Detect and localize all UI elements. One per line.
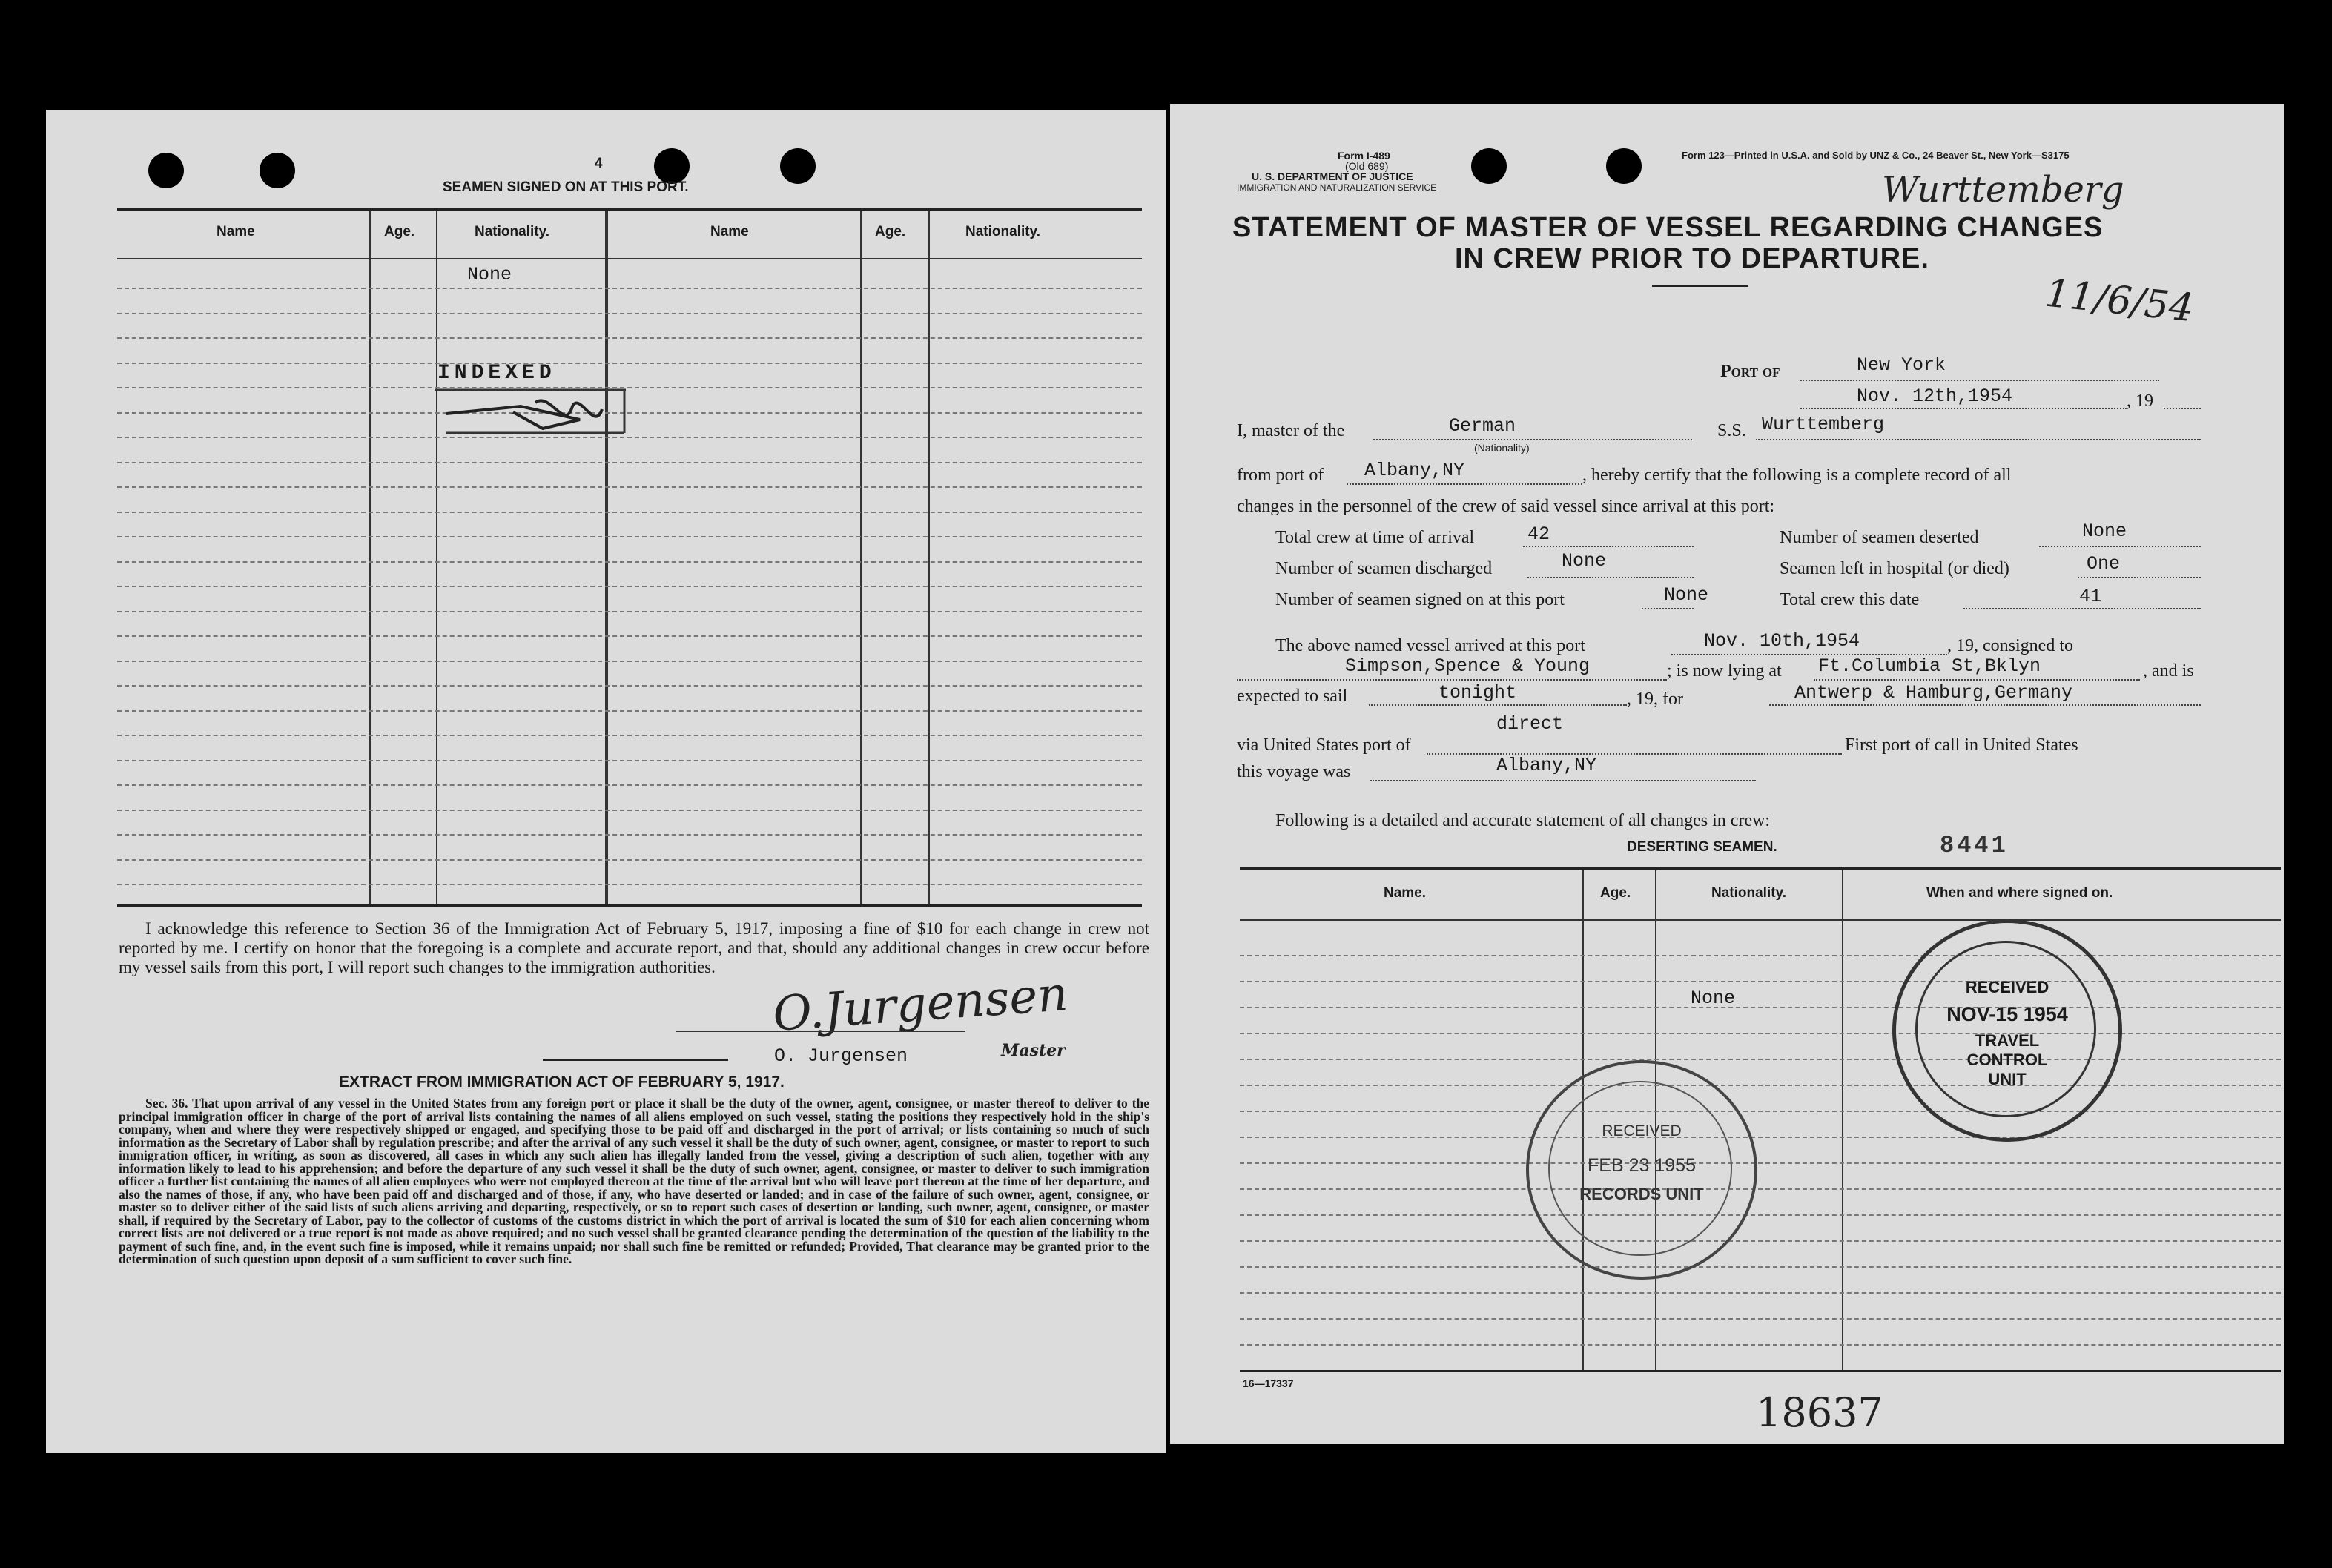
- table-row-rule: [117, 462, 1142, 463]
- table-row-rule: [117, 710, 1142, 712]
- table-row-rule: [117, 512, 1142, 513]
- column-header-nationality: Nationality.: [965, 224, 1040, 239]
- table-row-rule: [1240, 1162, 2281, 1164]
- table-row-rule: [1240, 1266, 2281, 1268]
- for-value: Antwerp & Hamburg,Germany: [1794, 682, 2073, 704]
- file-number: 18637: [1756, 1389, 1883, 1436]
- ship-name: Wurttemberg: [1762, 414, 1885, 435]
- signature-line: [676, 1031, 965, 1032]
- signed-on-line: [1642, 608, 1694, 609]
- total-arrival-label: Total crew at time of arrival: [1275, 528, 1475, 547]
- total-arrival-value: 42: [1527, 523, 1550, 545]
- nationality-value: German: [1449, 415, 1516, 437]
- ship-line: [1756, 439, 2201, 440]
- via-label: via United States port of: [1237, 735, 1411, 755]
- table-row-rule: [117, 661, 1142, 662]
- changes-text: changes in the personnel of the crew of said vessel since arrival at this port:: [1237, 497, 1775, 516]
- extract-text: Sec. 36. That upon arrival of any vessel in the United States from any foreign port or place it shall be the duty of the owner, agent, consignee, or master thereof to deliver to the principal immigration officer in charge of the port of arrival lists containing the names of all aliens employed on such vessel, stating the positions they respectively hold in the ship's company, when and where they were respectively shipped or engaged, and specifying those to be paid off and discharged in the port of arrival; or lists containing so much of such information as the Secretary of Labor shall by regulation prescribe; and after the arrival of any such vessel it shall be the duty of such owner, agent, consignee, or master to report to such immigration officer, in writing, as soon as discovered, all cases in which any such alien has illegally landed from the vessel, giving a description of such alien, together with any information likely to lead to his apprehension; and before the departure of any such vessel it shall be the duty of such owner, agent, consignee, or master to deliver to such immigration officer a further list containing the names of all alien employees who were not employed thereon at the time of the arrival but who will leave port thereon at the time of her departure, and also the names of those, if any, who have been paid off and discharged and of those, if any, who have deserted or landed; and in case of the failure of such owner, agent, consignee, or master so to deliver either of the said lists of such aliens arriving and departing, respectively, or so to report such cases of desertion or landing, such owner, agent, consignee, or master shall, if required by the Secretary of Labor, pay to the collector of customs of the customs district in which the port of arrival is located the sum of $10 for each alien concerning whom correct lists are not delivered or a true report is not made as above required; and no such vessel shall be granted clearance pending the determination of the question of the liability to the payment of such fine, and, in the event such fine is imposed, while it remains unpaid; nor shall such fine be remitted or refunded; Provided, That clearance may be granted prior to the determination of such question upon deposit of a sum sufficient to cover such fine.: [119, 1096, 1149, 1266]
- form-number: Form I-489: [1338, 150, 1390, 162]
- service-name: IMMIGRATION AND NATURALIZATION SERVICE: [1237, 182, 1437, 193]
- consignee-value: Simpson,Spence & Young: [1345, 655, 1591, 677]
- signed-on-label: Number of seamen signed on at this port: [1275, 590, 1565, 609]
- table-row-rule: [117, 810, 1142, 811]
- column-header-name: Name: [217, 224, 255, 239]
- total-arrival-line: [1523, 546, 1694, 547]
- table-row-rule: [1240, 1240, 2281, 1242]
- table-entry: None: [467, 264, 512, 285]
- column-divider: [928, 211, 930, 904]
- table-top-rule: [1240, 867, 2281, 870]
- column-header-when-where: When and where signed on.: [1926, 885, 2113, 901]
- table-row-rule: [1240, 955, 2281, 956]
- hospital-value: One: [2087, 553, 2121, 575]
- punch-hole: [148, 153, 184, 188]
- from-port-value: Albany,NY: [1364, 460, 1465, 481]
- rule: [543, 1059, 728, 1061]
- indexed-scribble-icon: [432, 362, 629, 442]
- form-title-line2: IN CREW PRIOR TO DEPARTURE.: [1455, 243, 1929, 274]
- voyage-value: Albany,NY: [1496, 755, 1597, 776]
- table-row-rule: [1240, 1137, 2281, 1138]
- punch-hole: [780, 148, 816, 184]
- date-line: [1800, 408, 2127, 409]
- hospital-line: [2078, 577, 2201, 578]
- nationality-caption: (Nationality): [1474, 442, 1530, 454]
- indexed-stamp: [432, 362, 629, 442]
- table-row-rule: [117, 486, 1142, 488]
- sail-label: expected to sail: [1237, 687, 1348, 706]
- table-row-rule: [117, 834, 1142, 836]
- table-row-rule: [117, 784, 1142, 786]
- stamped-number: 8441: [1940, 832, 2009, 859]
- first-port-label: First port of call in United States: [1845, 735, 2078, 755]
- handwritten-vessel: Wurttemberg: [1882, 169, 2124, 211]
- via-value: direct: [1496, 713, 1564, 735]
- master-label: Master: [1001, 1041, 1066, 1060]
- column-header-age: Age.: [875, 224, 906, 239]
- table-bottom-rule: [117, 904, 1142, 907]
- table-row-rule: [117, 611, 1142, 612]
- column-header-nationality: Nationality.: [1711, 885, 1786, 901]
- column-divider: [860, 211, 862, 904]
- hospital-label: Seamen left in hospital (or died): [1780, 559, 2009, 578]
- sail-value: tonight: [1438, 682, 1517, 704]
- lying-line: [1814, 679, 2140, 681]
- table-row-rule: [117, 859, 1142, 861]
- year-label: , 19: [2127, 391, 2153, 411]
- section-title: SEAMEN SIGNED ON AT THIS PORT.: [443, 179, 689, 195]
- column-header-nationality: Nationality.: [475, 224, 549, 239]
- punch-hole: [1606, 148, 1642, 184]
- following-text: Following is a detailed and accurate statement of all changes in crew:: [1275, 811, 1771, 830]
- department-name: U. S. DEPARTMENT OF JUSTICE: [1252, 171, 1413, 182]
- table-row-rule: [1240, 1111, 2281, 1112]
- lying-label: ; is now lying at: [1667, 661, 1782, 681]
- column-divider: [436, 211, 437, 904]
- table-row-rule: [1240, 1059, 2281, 1060]
- table-row-rule: [1240, 1318, 2281, 1320]
- table-row-rule: [117, 586, 1142, 587]
- column-header-name: Name.: [1384, 885, 1427, 901]
- table-header-rule: [1240, 919, 2281, 921]
- table-row-rule: [117, 412, 1142, 414]
- right-page: [1170, 104, 2284, 1444]
- table-header-rule: [117, 258, 1142, 259]
- year-line: [2164, 408, 2201, 409]
- handwritten-date: 11/6/54: [2043, 271, 2196, 331]
- discharged-line: [1527, 577, 1694, 578]
- master-signature: O.Jurgensen: [770, 967, 1070, 1042]
- port-line: [1800, 380, 2159, 381]
- table-row-rule: [117, 337, 1142, 339]
- deserting-entry: None: [1691, 988, 1736, 1009]
- column-divider: [605, 211, 608, 904]
- table-row-rule: [117, 536, 1142, 537]
- table-row-rule: [117, 313, 1142, 314]
- table-row-rule: [117, 437, 1142, 438]
- column-header-age: Age.: [1600, 885, 1631, 901]
- table-row-rule: [1240, 1344, 2281, 1346]
- table-row-rule: [1240, 981, 2281, 982]
- ss-label: S.S.: [1717, 421, 1746, 440]
- for-label: , 19, for: [1627, 689, 1683, 709]
- total-date-label: Total crew this date: [1780, 590, 1920, 609]
- received-stamp-unit: TRAVEL CONTROL UNIT: [1966, 1031, 2048, 1088]
- table-row-rule: [117, 685, 1142, 687]
- records-stamp-unit: RECORDS UNIT: [1579, 1185, 1704, 1203]
- table-bottom-rule: [1240, 1370, 2281, 1372]
- total-date-line: [1963, 608, 2201, 609]
- deserting-title: DESERTING SEAMEN.: [1627, 839, 1777, 855]
- deserted-line: [2039, 546, 2201, 547]
- acknowledgement-text: I acknowledge this reference to Section 36 of the Immigration Act of February 5, 1917, imposing a fine of $10 for each change in crew not reported by me. I certify on honor that the foregoing is a complete and accurate report, and that, should any additional changes in crew occur before my vessel sails from this port, I will report such changes to the immigration authorities.: [119, 919, 1149, 976]
- table-row-rule: [1240, 1292, 2281, 1294]
- via-line: [1427, 753, 1842, 755]
- lying-value: Ft.Columbia St,Bklyn: [1818, 655, 2041, 677]
- column-header-age: Age.: [384, 224, 415, 239]
- consignee-line: [1237, 679, 1667, 681]
- received-stamp-date: NOV-15 1954: [1946, 1003, 2068, 1025]
- discharged-label: Number of seamen discharged: [1275, 559, 1493, 578]
- footer-code: 16—17337: [1243, 1377, 1294, 1389]
- nationality-line: [1373, 439, 1692, 440]
- records-stamp-label: RECEIVED: [1602, 1122, 1682, 1139]
- table-row-rule: [1240, 1007, 2281, 1008]
- punch-hole: [260, 153, 295, 188]
- received-stamp-label: RECEIVED: [1965, 978, 2049, 996]
- table-row-rule: [117, 288, 1142, 289]
- and-is-label: , and is: [2143, 661, 2194, 681]
- table-row-rule: [1240, 1085, 2281, 1086]
- date-value: Nov. 12th,1954: [1857, 386, 2013, 407]
- table-row-rule: [117, 363, 1142, 364]
- total-date-value: 41: [2079, 586, 2102, 607]
- received-stamp: [1892, 919, 2122, 1142]
- from-port-line: [1347, 483, 1582, 485]
- printer-note: Form 123—Printed in U.S.A. and Sold by UNZ & Co., 24 Beaver St., New York—S3175: [1682, 150, 2070, 161]
- records-stamp-date: FEB 23 1955: [1588, 1155, 1696, 1176]
- arrived-value: Nov. 10th,1954: [1704, 630, 1860, 652]
- rule: [1652, 285, 1748, 287]
- master-name-typed: O. Jurgensen: [774, 1045, 908, 1067]
- deserted-label: Number of seamen deserted: [1780, 528, 1979, 547]
- table-row-rule: [117, 387, 1142, 388]
- table-row-rule: [117, 635, 1142, 637]
- voyage-line: [1370, 780, 1756, 781]
- from-port-label: from port of: [1237, 466, 1324, 485]
- voyage-label: this voyage was: [1237, 762, 1351, 781]
- form-old-number: (Old 689): [1345, 160, 1389, 172]
- column-divider: [1842, 870, 1843, 1370]
- table-row-rule: [1240, 1033, 2281, 1034]
- form-title-line1: STATEMENT OF MASTER OF VESSEL REGARDING CHANGES: [1232, 212, 2104, 243]
- sail-line: [1369, 704, 1627, 706]
- signed-on-value: None: [1664, 584, 1709, 606]
- consigned-label: , 19, consigned to: [1947, 636, 2073, 655]
- table-row-rule: [1240, 1214, 2281, 1216]
- table-top-rule: [117, 208, 1142, 211]
- for-line: [1769, 704, 2201, 706]
- table-row-rule: [117, 760, 1142, 761]
- port-value: New York: [1857, 354, 1946, 376]
- records-stamp: [1526, 1060, 1757, 1280]
- table-row-rule: [117, 735, 1142, 736]
- table-row-rule: [117, 561, 1142, 563]
- indexed-stamp-text: INDEXED: [437, 362, 556, 385]
- page-number: 4: [595, 156, 603, 171]
- punch-hole: [1471, 148, 1507, 184]
- arrived-label: The above named vessel arrived at this port: [1275, 636, 1585, 655]
- certify-text: , hereby certify that the following is a complete record of all: [1582, 466, 2012, 485]
- table-row-rule: [117, 884, 1142, 885]
- master-of-label: I, master of the: [1237, 421, 1345, 440]
- punch-hole: [654, 148, 690, 184]
- column-header-name: Name: [710, 224, 749, 239]
- table-row-rule: [1240, 1188, 2281, 1190]
- discharged-value: None: [1562, 550, 1607, 572]
- left-page: [46, 110, 1166, 1453]
- column-divider: [369, 211, 371, 904]
- extract-title: EXTRACT FROM IMMIGRATION ACT OF FEBRUARY 5, 1917.: [339, 1074, 785, 1091]
- port-label: Port of: [1720, 362, 1780, 381]
- deserted-value: None: [2082, 520, 2127, 542]
